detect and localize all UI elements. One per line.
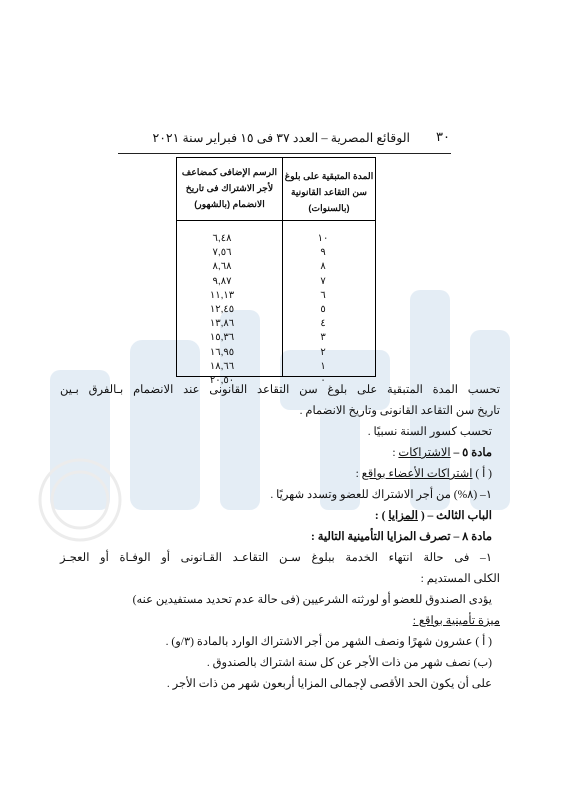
table-cell-fee: ٨,٦٨	[212, 261, 232, 273]
subsection-title: اشتراكات الأعضاء بواقع	[361, 468, 473, 480]
table-cell-duration: ١	[320, 360, 326, 372]
page-header	[118, 128, 450, 152]
article-heading: مادة ٨ – تصرف المزايا التأمينية التالية :	[311, 531, 492, 543]
table-cell-duration: ٧	[320, 275, 326, 287]
table-cell-duration: ٨	[320, 261, 326, 273]
subsection-heading	[356, 466, 492, 480]
table-cell-fee: ١٦,٩٥	[209, 346, 235, 358]
text-line: ١– فى حالة انتهاء الخدمة ببلوغ سـن التقاعـد القـانونى أو الوفـاة أو العجـز	[60, 552, 492, 564]
header-title: الوقائع المصرية – العدد ٣٧ فى ١٥ فبراير سنة ٢٠٢١	[152, 131, 410, 145]
page-number: ٣٠	[436, 130, 450, 145]
article-title: الاشتراكات	[398, 447, 451, 459]
text-line: يؤدى الصندوق للعضو أو لورثته الشرعيين (فى حالة عدم تحديد مستفيدين عنه)	[132, 594, 492, 606]
table-header-duration: المدة المتبقية على بلوغ سن التقاعد القانونية (بالسنوات)	[284, 171, 374, 213]
table-cell-duration: ٦	[320, 289, 326, 301]
table-cell-duration: ١٠	[317, 233, 329, 244]
subsection-marker: ( أ )	[472, 468, 492, 480]
article-number: مادة ٥ –	[453, 447, 492, 459]
text-line: تاريخ سن التقاعد القانونى وتاريخ الانضمام .	[299, 405, 500, 417]
chapter-label: الباب الثالث – (	[420, 510, 492, 522]
chapter-heading	[375, 508, 492, 522]
table-cell-duration: ٥	[320, 304, 326, 315]
text-line: ١– (٨%) من أجر الاشتراك للعضو وتسدد شهريًا .	[270, 489, 492, 501]
text-line: تحسب المدة المتبقية على بلوغ سن التقاعد القانونى عند الانضمام بـالفرق بـين	[60, 384, 500, 396]
table-cell-duration: ٤	[320, 318, 326, 330]
table-cell-fee: ٦,٤٨	[212, 233, 232, 244]
table-cell-fee: ١١,١٣	[209, 289, 235, 301]
fee-table	[176, 157, 376, 386]
table-cell-fee: ٩,٨٧	[212, 275, 232, 287]
text-line: تحسب كسور السنة نسبيًا .	[367, 426, 492, 438]
table-cell-duration: ٣	[320, 332, 326, 344]
punctuation: :	[392, 447, 399, 459]
text-line: الكلى المستديم :	[420, 573, 500, 585]
text-line: (ب) نصف شهر من ذات الأجر عن كل سنة اشتراك بالصندوق .	[206, 657, 492, 669]
table-cell-fee: ١٢,٤٥	[209, 304, 235, 315]
table-header-fee: الرسم الإضافى كمضاعف لأجر الاشتراك فى تاريخ الانضمام (بالشهور)	[181, 167, 278, 209]
table-cell-duration: ٩	[320, 247, 326, 259]
table-cell-fee: ١٥,٣٦	[209, 332, 235, 344]
article-heading	[392, 445, 492, 459]
table-cell-fee: ١٣,٨٦	[209, 318, 235, 330]
punctuation: ) :	[374, 510, 389, 522]
chapter-title: المزايا	[388, 510, 418, 522]
header-rule	[118, 153, 451, 154]
table-header-divider	[177, 220, 375, 221]
table-cell-fee: ٧,٥٦	[212, 247, 232, 259]
table-cell-fee: ١٨,٦٦	[209, 360, 235, 372]
table-cell-duration: ٢	[320, 346, 326, 358]
text-line: ( أ ) عشرون شهرًا ونصف الشهر من أجر الاشتراك الوارد بالمادة (٣/و) .	[165, 636, 492, 648]
punctuation: :	[355, 468, 362, 480]
table-cell-fee: ٢٠,٥٠	[209, 375, 235, 386]
table-cell-duration: ٠	[320, 375, 326, 386]
text-line: ميزة تأمينية بواقع :	[412, 615, 500, 627]
text-line: على أن يكون الحد الأقصى لإجمالى المزايا أربعون شهر من ذات الأجر .	[166, 678, 492, 690]
